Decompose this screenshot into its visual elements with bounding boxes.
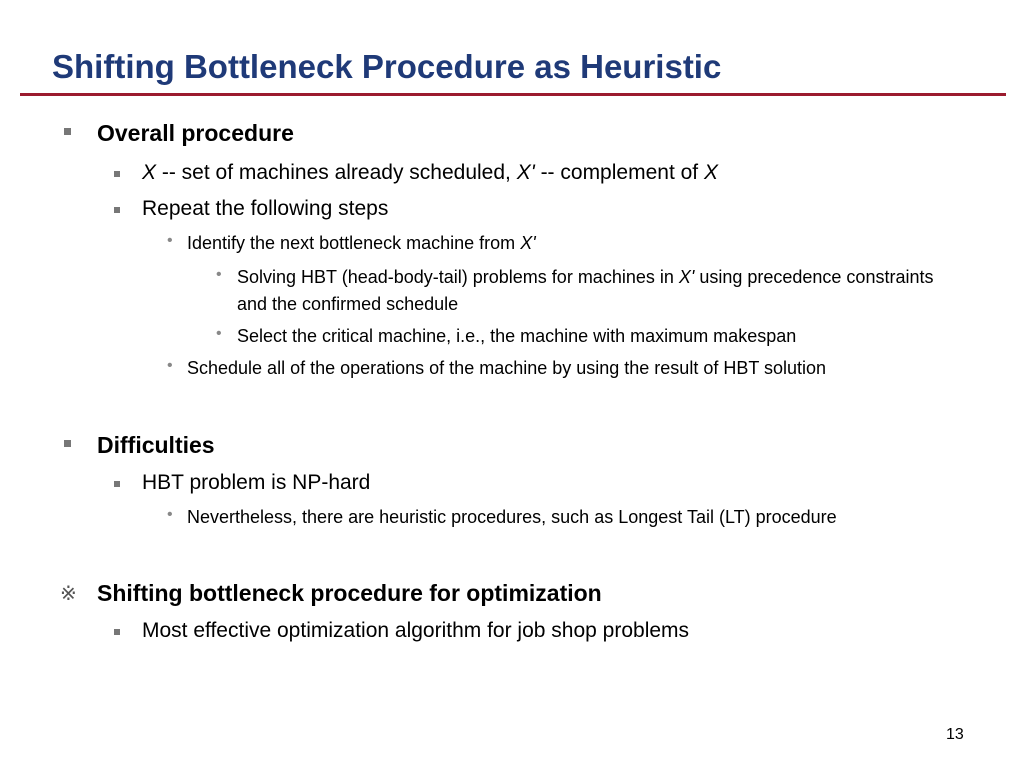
heading-difficulties: Difficulties — [97, 432, 215, 458]
heuristic-procedures: Nevertheless, there are heuristic procedures, such as Longest Tail (LT) procedure — [187, 507, 837, 527]
bullet-dot-icon: • — [167, 357, 173, 374]
solving-hbt — [237, 264, 957, 318]
bullet-square-icon — [114, 629, 120, 635]
bullet-dot-icon: • — [167, 506, 173, 523]
select-critical-machine: Select the critical machine, i.e., the machine with maximum makespan — [237, 326, 797, 346]
bullet-dot-icon: • — [216, 325, 222, 342]
repeat-steps: Repeat the following steps — [142, 197, 389, 220]
slide-title: Shifting Bottleneck Procedure as Heuristic — [52, 48, 722, 85]
definition-x — [142, 161, 718, 185]
variable-x-prime: X' — [516, 161, 535, 184]
definition-text: -- set of machines already scheduled, — [156, 161, 517, 184]
heading-overall-procedure: Overall procedure — [97, 120, 294, 146]
page-number: 13 — [946, 726, 964, 743]
definition-text: -- complement of — [534, 161, 704, 184]
schedule-operations: Schedule all of the operations of the machine by using the result of HBT solution — [187, 358, 827, 378]
heading-optimization: Shifting bottleneck procedure for optimization — [97, 580, 602, 606]
bullet-dot-icon: • — [216, 266, 222, 283]
bullet-square-icon — [114, 171, 120, 177]
variable-x: X — [703, 161, 718, 184]
variable-x-prime: X' — [678, 267, 695, 287]
solving-text: using precedence constraints and the confirmed schedule — [237, 267, 934, 314]
bullet-square-icon — [64, 128, 71, 135]
reference-mark-icon: ※ — [60, 583, 77, 605]
solving-text: Solving HBT (head-body-tail) problems for machines in — [237, 267, 679, 287]
identify-text: Identify the next bottleneck machine from — [187, 233, 521, 253]
bullet-square-icon — [64, 440, 71, 447]
effective-algorithm: Most effective optimization algorithm for job shop problems — [142, 619, 690, 642]
variable-x: X — [142, 161, 157, 184]
identify-bottleneck — [187, 230, 947, 257]
variable-x-prime: X' — [520, 233, 536, 253]
hbt-np-hard: HBT problem is NP-hard — [142, 471, 371, 494]
title-divider — [20, 93, 1006, 96]
bullet-dot-icon: • — [167, 232, 173, 249]
bullet-square-icon — [114, 207, 120, 213]
bullet-square-icon — [114, 481, 120, 487]
